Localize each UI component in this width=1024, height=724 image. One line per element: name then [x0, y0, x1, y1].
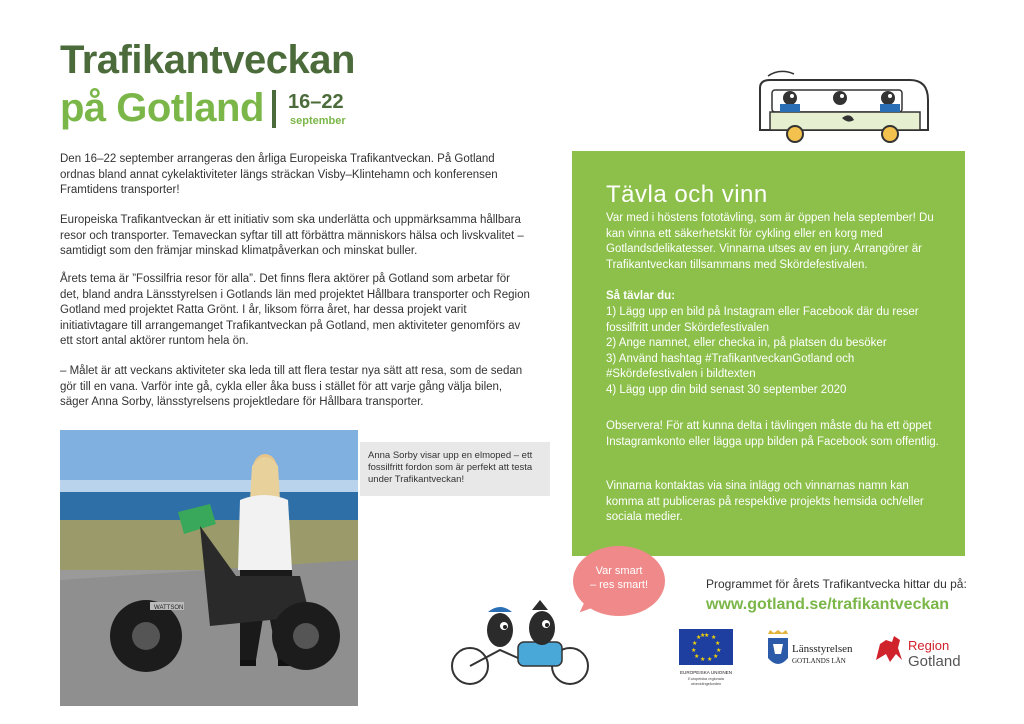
region-line-2: Gotland	[908, 653, 961, 670]
quote-paragraph: – Målet är att veckans aktiviteter ska leda till att flera testar nya sätt att resa, som de sedan gör till en vana. Varför inte gå, cykla eller åka buss i stället för att varje gång välja bilen, säger Anna Sorby, länsstyrelsens projektledare för Hållbara transporter.	[60, 365, 523, 408]
svg-text:★: ★	[700, 632, 706, 639]
region-line-1: Region	[908, 638, 950, 653]
eu-line-3: utvecklingsfonden	[690, 682, 722, 686]
contest-step: 4) Lägg upp din bild senast 30 september 2020	[606, 383, 847, 396]
tandem-bicycle-illustration-icon	[448, 598, 596, 688]
svg-text:★: ★	[696, 634, 702, 641]
lansstyrelsen-logo-icon	[762, 628, 870, 678]
svg-text:★: ★	[707, 656, 713, 663]
contest-note: Observera! För att kunna delta i tävlingen måste du ha ett öppet Instagramkonto eller lägga upp bilden på Facebook som offentlig.	[606, 420, 939, 448]
bus-illustration-icon	[750, 68, 935, 153]
svg-text:★: ★	[711, 634, 717, 641]
photo-anna-sorby-scooter	[60, 430, 358, 706]
eu-flag-icon	[677, 627, 735, 695]
page-title-line2: på Gotland	[60, 86, 264, 130]
svg-text:★: ★	[694, 653, 700, 660]
lansstyrelsen-sub: GOTLANDS LÄN	[792, 657, 846, 665]
contest-step: 2) Ange namnet, eller checka in, på platsen du besöker	[606, 337, 887, 349]
svg-text:★: ★	[713, 653, 719, 660]
contest-title: Tävla och vinn	[606, 181, 768, 208]
photo-caption-box	[360, 442, 550, 496]
svg-text:★: ★	[691, 647, 697, 654]
eu-line-1: EUROPEISKA UNIONEN	[679, 670, 733, 675]
svg-text:★: ★	[704, 632, 710, 639]
speech-bubble-text	[573, 564, 665, 592]
contest-step: 3) Använd hashtag #TrafikantveckanGotland och #Skördefestivalen i bildtexten	[606, 352, 855, 380]
title-divider	[272, 90, 276, 128]
contest-how-title: Så tävlar du:	[606, 290, 676, 302]
lansstyrelsen-name: Länsstyrelsen	[792, 643, 853, 655]
intro-paragraph-1: Den 16–22 september arrangeras den årliga Europeiska Trafikantveckan. På Gotland ordnas bland annat cykelaktiviteter längs sträckan Visby–Klintehamn och konferensen Framtidens transporter!	[60, 153, 498, 196]
event-month: september	[290, 115, 346, 127]
bubble-line-1: Var smart	[595, 565, 643, 577]
eu-line-2: Europeiska regionala	[688, 677, 724, 681]
page-title-line1: Trafikantveckan	[60, 38, 355, 82]
svg-text:★: ★	[692, 640, 698, 647]
event-dates: 16–22	[288, 91, 344, 113]
photo-illustration-icon	[60, 430, 358, 706]
intro-paragraph-2: Europeiska Trafikantveckan är ett initiativ som ska underlätta och uppmärksamma hållbara resor och transporter. Temaveckan syftar till att förbättra människors hälsa och livskvalitet – samtidigt som den främjar minskad klimatpåverkan och minskat buller.	[60, 214, 524, 257]
contest-contact: Vinnarna kontaktas via sina inlägg och vinnarnas namn kan komma att publiceras på respektive projekts hemsida och/eller sociala medier.	[606, 480, 924, 523]
region-gotland-logo-icon	[872, 632, 972, 672]
contest-step: 1) Lägg upp en bild på Instagram eller Facebook där du reser fossilfritt under Skördefestivalen	[606, 306, 919, 334]
website-link[interactable]: www.gotland.se/trafikantveckan	[706, 596, 950, 613]
scooter-brand: WATTSON	[154, 605, 184, 611]
photo-caption: Anna Sorby visar upp en elmoped – ett fossilfritt fordon som är perfekt att testa under Trafikantveckan!	[368, 450, 533, 485]
bubble-line-2: – res smart!	[589, 579, 649, 591]
intro-paragraph-3: Årets tema är ”Fossilfria resor för alla”. Det finns flera aktörer på Gotland som arbetar för det, bland andra Länsstyrelsen i Gotlands län med projektet Hållbara transporter och Region Gotland med projektet Ratta Grönt. I år, liksom förra året, har dessa projekt varit initiativtagare till arrangemanget Trafikantveckan på Gotland, men aktiviteter genomförs av ett stort antal aktörer runtom hela ön.	[60, 273, 530, 347]
contest-panel	[572, 151, 965, 556]
contest-steps	[606, 305, 946, 398]
svg-text:★: ★	[716, 647, 722, 654]
programme-text: Programmet för årets Trafikantvecka hittar du på:	[706, 577, 967, 591]
svg-text:★: ★	[700, 656, 706, 663]
svg-text:★: ★	[715, 640, 721, 647]
contest-intro: Var med i höstens fototävling, som är öppen hela september! Du kan vinna ett säkerhetskit för cykling eller en korg med Gotlandsdelikatesser. Vinnarna utses av en jury. Arrangörer är Trafikantveckan tillsammans med Skördefestivalen.	[606, 212, 934, 271]
